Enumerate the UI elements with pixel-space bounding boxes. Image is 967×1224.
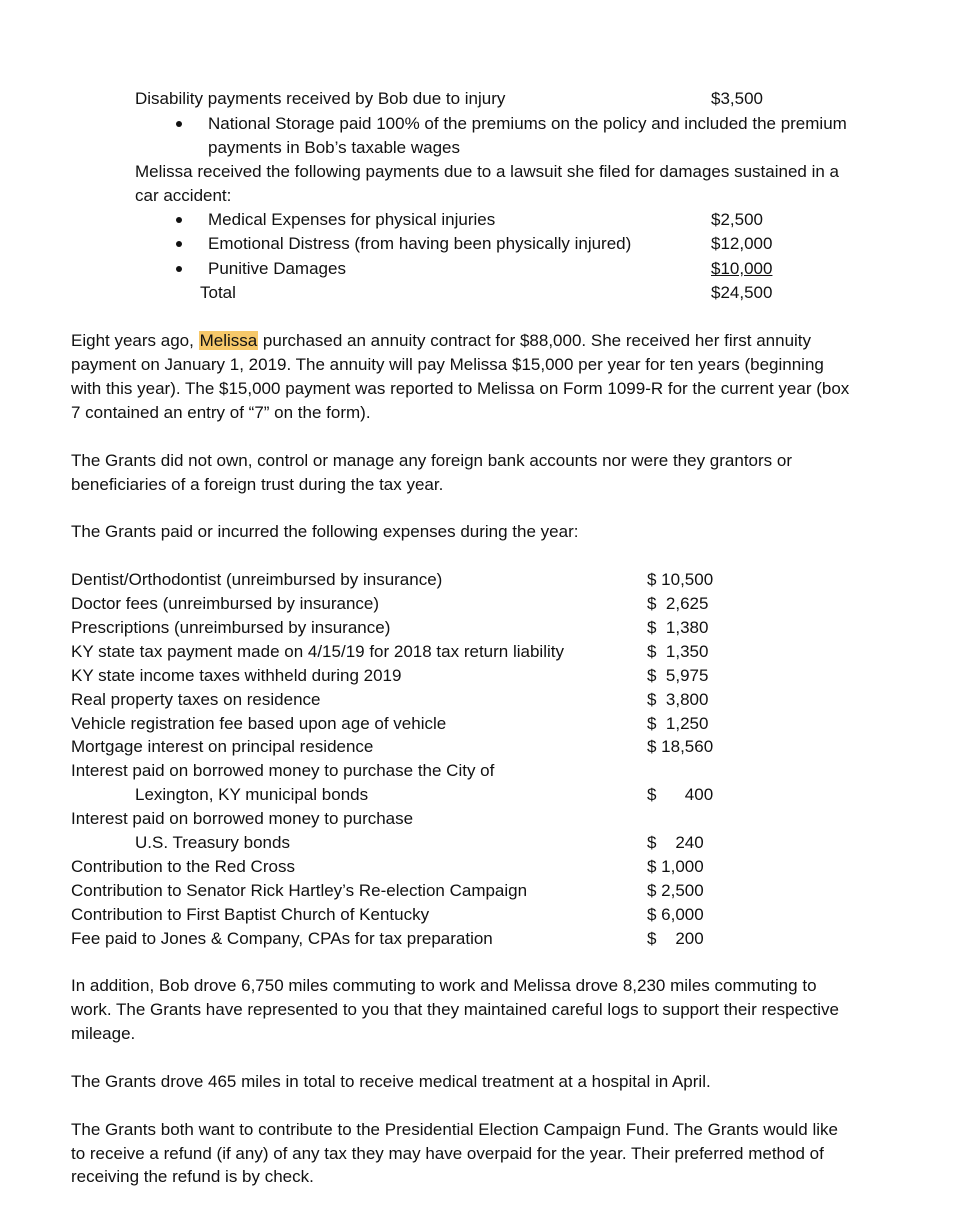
lawsuit-intro-line1: Melissa received the following payments due to a lawsuit she filed for damages sustained in a: [135, 162, 839, 181]
expense-label: KY state tax payment made on 4/15/19 for 2018 tax return liability: [71, 642, 564, 661]
annuity-line1-pre: Eight years ago,: [71, 331, 199, 350]
bullet-icon: [176, 241, 182, 247]
disability-bullet-line1: National Storage paid 100% of the premiums on the policy and included the premium: [208, 114, 847, 133]
annuity-line4: 7 contained an entry of “7” on the form).: [71, 403, 371, 422]
annuity-line1: [71, 329, 811, 353]
expense-label: KY state income taxes withheld during 2019: [71, 666, 402, 685]
expense-amount: $ 1,350: [647, 642, 709, 661]
refund-line3: receiving the refund is by check.: [71, 1167, 314, 1186]
expense-amount: $ 18,560: [647, 737, 714, 756]
expense-label: Prescriptions (unreimbursed by insurance): [71, 618, 391, 637]
bullet-icon: [176, 266, 182, 272]
expense-amount: $ 1,380: [647, 618, 709, 637]
expense-label-cont: Lexington, KY municipal bonds: [135, 785, 369, 804]
disability-label: Disability payments received by Bob due to injury: [135, 89, 506, 108]
disability-amount: $3,500: [711, 89, 763, 108]
expenses-intro: The Grants paid or incurred the following expenses during the year:: [71, 522, 579, 541]
refund-line1: The Grants both want to contribute to the Presidential Election Campaign Fund. The Grants would like: [71, 1120, 838, 1139]
expense-label: Contribution to the Red Cross: [71, 857, 295, 876]
lawsuit-item-label: Medical Expenses for physical injuries: [208, 210, 496, 229]
annuity-line3: with this year). The $15,000 payment was reported to Melissa on Form 1099-R for the current year (box: [71, 379, 850, 398]
annuity-line2: payment on January 1, 2019. The annuity will pay Melissa $15,000 per year for ten years (beginning: [71, 355, 824, 374]
expense-amount: $ 6,000: [647, 905, 704, 924]
lawsuit-intro-line2: car accident:: [135, 186, 232, 205]
lawsuit-item-label: Punitive Damages: [208, 259, 346, 278]
highlighted-name: Melissa: [199, 331, 258, 350]
expense-label: Vehicle registration fee based upon age of vehicle: [71, 714, 447, 733]
expense-label: Contribution to First Baptist Church of Kentucky: [71, 905, 430, 924]
annuity-line1-post: purchased an annuity contract for $88,000. She received her first annuity: [258, 331, 812, 350]
expense-amount: $ 1,250: [647, 714, 709, 733]
expense-amount: $ 1,000: [647, 857, 704, 876]
foreign-line1: The Grants did not own, control or manage any foreign bank accounts nor were they grantors or: [71, 451, 793, 470]
expense-amount: $ 2,625: [647, 594, 709, 613]
expense-amount: $ 2,500: [647, 881, 704, 900]
lawsuit-total-label: Total: [200, 283, 236, 302]
lawsuit-item-amount: $2,500: [711, 210, 763, 229]
commute-line3: mileage.: [71, 1024, 136, 1043]
lawsuit-item-amount: $12,000: [711, 234, 773, 253]
expense-label: Fee paid to Jones & Company, CPAs for tax preparation: [71, 929, 493, 948]
lawsuit-total-amount: $24,500: [711, 283, 773, 302]
expense-label: Interest paid on borrowed money to purchase the City of: [71, 761, 495, 780]
expense-amount: $ 10,500: [647, 570, 714, 589]
expense-label: Dentist/Orthodontist (unreimbursed by insurance): [71, 570, 443, 589]
medical-travel-line: The Grants drove 465 miles in total to receive medical treatment at a hospital in April.: [71, 1072, 711, 1091]
bullet-icon: [176, 217, 182, 223]
lawsuit-item-label: Emotional Distress (from having been physically injured): [208, 234, 632, 253]
commute-line1: In addition, Bob drove 6,750 miles commuting to work and Melissa drove 8,230 miles commuting to: [71, 976, 817, 995]
lawsuit-item-amount: $10,000: [711, 259, 773, 278]
expense-label: Mortgage interest on principal residence: [71, 737, 374, 756]
expense-label: Contribution to Senator Rick Hartley’s Re-election Campaign: [71, 881, 528, 900]
expense-amount: $ 3,800: [647, 690, 709, 709]
expense-label: Real property taxes on residence: [71, 690, 321, 709]
refund-line2: to receive a refund (if any) of any tax they may have overpaid for the year. Their preferred method of: [71, 1144, 824, 1163]
disability-bullet-line2: payments in Bob’s taxable wages: [208, 138, 461, 157]
expense-label-cont: U.S. Treasury bonds: [135, 833, 290, 852]
foreign-line2: beneficiaries of a foreign trust during the tax year.: [71, 475, 444, 494]
expense-amount: $ 5,975: [647, 666, 709, 685]
expense-amount: $ 200: [647, 929, 704, 948]
commute-line2: work. The Grants have represented to you that they maintained careful logs to support their respective: [71, 1000, 839, 1019]
bullet-icon: [176, 121, 182, 127]
expense-label: Doctor fees (unreimbursed by insurance): [71, 594, 380, 613]
expense-label: Interest paid on borrowed money to purchase: [71, 809, 414, 828]
expense-amount: $ 240: [647, 833, 704, 852]
expense-amount: $ 400: [647, 785, 714, 804]
